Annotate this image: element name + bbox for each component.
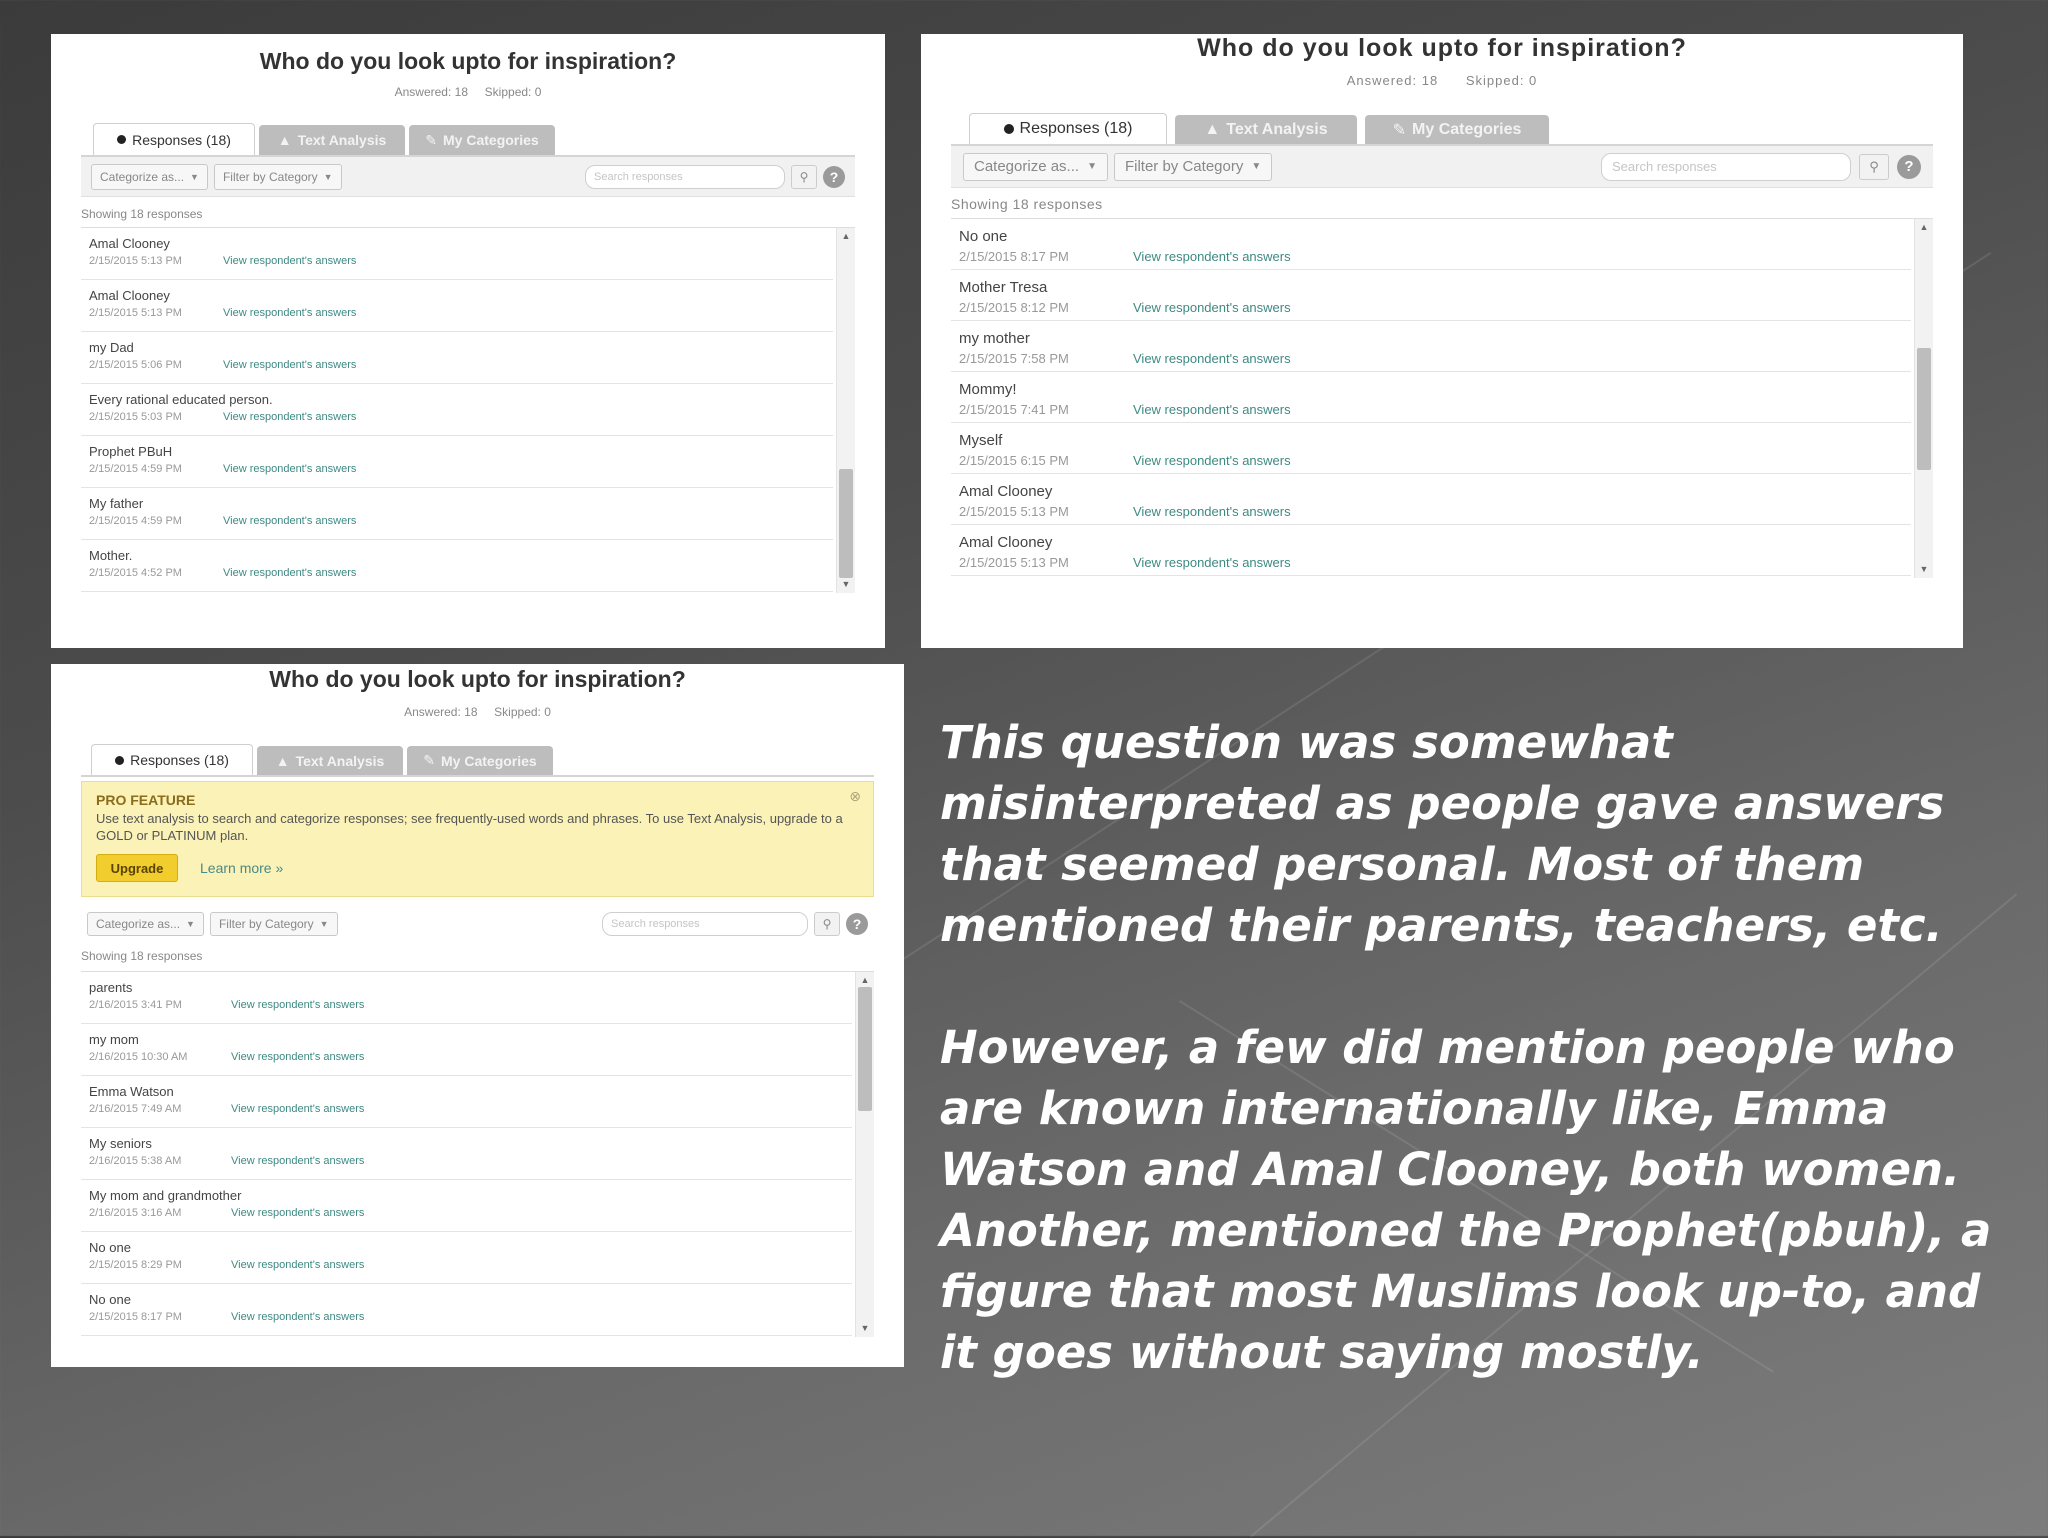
tab-bar (951, 112, 1933, 146)
question-title: Who do you look upto for inspiration? (1197, 34, 1687, 62)
skipped-count: Skipped: 0 (494, 705, 551, 719)
filter-dropdown[interactable] (210, 912, 338, 936)
response-text: my Dad (89, 340, 134, 355)
filter-label: Filter by Category (218, 917, 314, 931)
survey-panel-top-left (51, 34, 885, 648)
search-placeholder: Search responses (611, 918, 700, 930)
upgrade-button[interactable]: Upgrade (96, 854, 178, 882)
scroll-up-icon[interactable]: ▲ (841, 231, 851, 241)
filter-dropdown[interactable] (214, 164, 342, 190)
response-row (81, 332, 833, 384)
answered-count: Answered: 18 (1346, 73, 1439, 88)
response-date: 2/15/2015 8:17 PM (959, 249, 1069, 264)
response-row (81, 384, 833, 436)
view-respondent-answers-link[interactable]: View respondent's answers (223, 255, 357, 267)
response-row (81, 972, 852, 1024)
tag-icon: ✎ (423, 752, 436, 768)
chart-icon: ▲ (277, 132, 292, 148)
close-icon[interactable]: ⊗ (849, 788, 861, 804)
tab-text-analysis-label: Text Analysis (297, 132, 387, 148)
tab-text-analysis[interactable] (1175, 115, 1357, 144)
view-respondent-answers-link[interactable]: View respondent's answers (1133, 504, 1291, 519)
scroll-down-icon[interactable]: ▼ (860, 1323, 870, 1333)
view-respondent-answers-link[interactable]: View respondent's answers (1133, 453, 1291, 468)
response-meta (959, 300, 1903, 315)
search-icon: ⚲ (822, 917, 832, 931)
response-date: 2/15/2015 8:12 PM (959, 300, 1069, 315)
search-icon: ⚲ (1869, 158, 1879, 174)
chart-icon: ▲ (275, 752, 290, 769)
response-row (951, 321, 1911, 372)
response-meta (89, 411, 825, 423)
survey-panel-bottom-left (51, 664, 904, 1367)
response-row (81, 540, 833, 592)
response-rows (81, 972, 852, 1336)
help-label: ? (1904, 158, 1914, 175)
response-row (81, 228, 833, 280)
response-text: Prophet PBuH (89, 444, 173, 459)
response-text: No one (89, 1240, 131, 1255)
response-meta (89, 463, 825, 475)
view-respondent-answers-link[interactable]: View respondent's answers (1133, 555, 1291, 570)
scrollbar[interactable] (1914, 219, 1933, 578)
pro-feature-text: Use text analysis to search and categorize responses; see frequently-used words and phrases. To use Text Analysis, upgrade to a GOLD or PLATINUM plan. (96, 811, 843, 843)
skipped-count: Skipped: 0 (1465, 73, 1538, 88)
view-respondent-answers-link[interactable]: View respondent's answers (231, 1311, 365, 1323)
categorize-label: Categorize as... (96, 917, 181, 931)
response-date: 2/15/2015 8:17 PM (89, 1311, 182, 1323)
tab-text-analysis[interactable] (259, 125, 405, 155)
tab-text-analysis[interactable] (257, 746, 403, 775)
response-meta (89, 999, 844, 1011)
speech-bubble-icon (115, 756, 124, 765)
response-meta (89, 1259, 844, 1271)
response-date: 2/15/2015 7:58 PM (959, 351, 1069, 366)
tab-bar (81, 743, 874, 777)
response-date: 2/15/2015 5:13 PM (89, 307, 182, 319)
tab-my-categories[interactable] (409, 125, 555, 155)
response-text: my mother (959, 330, 1030, 347)
response-meta (959, 555, 1903, 570)
speech-bubble-icon (117, 135, 126, 144)
tab-my-categories[interactable] (1365, 115, 1549, 144)
response-meta (89, 1103, 844, 1115)
answer-stats (921, 73, 1963, 88)
search-input[interactable] (1601, 153, 1851, 181)
filter-label: Filter by Category (1124, 158, 1244, 175)
response-meta (89, 359, 825, 371)
response-row (81, 1232, 852, 1284)
response-meta (89, 1155, 844, 1167)
response-meta (89, 307, 825, 319)
search-button[interactable] (1859, 154, 1889, 180)
response-row (81, 488, 833, 540)
categorize-dropdown[interactable] (91, 164, 208, 190)
response-row (81, 280, 833, 332)
response-date: 2/15/2015 4:52 PM (89, 567, 182, 579)
chart-icon: ▲ (1204, 120, 1221, 138)
tag-icon: ✎ (425, 131, 438, 148)
view-respondent-answers-link[interactable]: View respondent's answers (223, 463, 357, 475)
view-respondent-answers-link[interactable]: View respondent's answers (231, 1259, 365, 1271)
response-list (81, 971, 874, 1337)
scrollbar[interactable] (836, 228, 855, 593)
caption-paragraph-1: This question was somewhat misinterpreted as people gave answers that seemed personal. Most of them mentioned their parents, teachers, etc. (940, 716, 1945, 952)
tab-text-analysis-label: Text Analysis (295, 752, 385, 769)
scrollbar-thumb[interactable] (858, 987, 872, 1111)
response-row (81, 1076, 852, 1128)
search-placeholder: Search responses (594, 170, 683, 183)
view-respondent-answers-link[interactable]: View respondent's answers (231, 1207, 365, 1219)
caption-paragraph-2: However, a few did mention people who are known internationally like, Emma Watson and Amal Clooney, both women. Another, mentioned the Prophet(pbuh), a figure that most Muslims look up-to, and it goes without saying mostly. (940, 1021, 1992, 1379)
question-title: Who do you look upto for inspiration? (259, 48, 677, 74)
response-row (951, 372, 1911, 423)
response-text: Amal Clooney (89, 236, 170, 251)
tab-responses-label: Responses (18) (1019, 120, 1133, 137)
showing-count: Showing 18 responses (951, 196, 1103, 212)
response-text: Mother. (89, 548, 133, 563)
response-rows (81, 228, 833, 592)
help-icon[interactable] (846, 913, 868, 935)
help-label: ? (852, 916, 862, 932)
response-meta (89, 1051, 844, 1063)
view-respondent-answers-link[interactable]: View respondent's answers (231, 1051, 365, 1063)
response-meta (89, 567, 825, 579)
chevron-down-icon: ▼ (319, 919, 329, 929)
view-respondent-answers-link[interactable]: View respondent's answers (1133, 300, 1291, 315)
response-row (81, 436, 833, 488)
search-button[interactable] (814, 912, 840, 936)
response-date: 2/15/2015 5:03 PM (89, 411, 182, 423)
response-row (81, 1284, 852, 1336)
scroll-down-icon[interactable]: ▼ (1919, 564, 1929, 574)
chevron-down-icon: ▼ (190, 171, 199, 182)
response-meta (959, 402, 1903, 417)
speech-bubble-icon (1004, 124, 1014, 134)
scroll-down-icon[interactable]: ▼ (841, 579, 851, 589)
help-icon[interactable] (823, 166, 845, 188)
answered-count: Answered: 18 (404, 705, 478, 719)
view-respondent-answers-link[interactable]: View respondent's answers (223, 359, 357, 371)
categorize-dropdown[interactable] (963, 153, 1108, 181)
response-text: Mommy! (959, 381, 1017, 398)
response-date: 2/15/2015 4:59 PM (89, 463, 182, 475)
response-text: Myself (959, 432, 1003, 449)
help-icon[interactable] (1897, 155, 1921, 179)
chevron-down-icon: ▼ (186, 919, 195, 929)
chevron-down-icon: ▼ (1251, 161, 1262, 172)
response-date: 2/16/2015 3:41 PM (89, 999, 182, 1011)
response-row (951, 423, 1911, 474)
skipped-count: Skipped: 0 (484, 85, 542, 99)
categorize-label: Categorize as... (100, 169, 185, 184)
response-text: Mother Tresa (959, 279, 1048, 296)
response-date: 2/15/2015 7:41 PM (959, 402, 1069, 417)
view-respondent-answers-link[interactable]: View respondent's answers (1133, 402, 1291, 417)
response-rows (951, 219, 1911, 576)
tab-responses-label: Responses (18) (130, 752, 229, 768)
response-row (951, 474, 1911, 525)
response-text: My mom and grandmother (89, 1188, 242, 1203)
scrollbar-thumb[interactable] (1917, 348, 1931, 470)
response-row (81, 1180, 852, 1232)
response-date: 2/16/2015 5:38 AM (89, 1155, 182, 1167)
response-date: 2/16/2015 3:16 AM (89, 1207, 182, 1219)
slide-caption (940, 712, 2020, 1383)
categorize-label: Categorize as... (974, 158, 1080, 175)
showing-count: Showing 18 responses (81, 207, 203, 221)
response-text: Amal Clooney (959, 534, 1053, 551)
showing-count: Showing 18 responses (81, 949, 203, 963)
tab-text-analysis-label: Text Analysis (1226, 120, 1328, 138)
tag-icon: ✎ (1392, 121, 1407, 139)
response-date: 2/16/2015 10:30 AM (89, 1051, 188, 1063)
response-text: My father (89, 496, 144, 511)
response-text: No one (959, 228, 1008, 245)
filter-label: Filter by Category (222, 169, 318, 184)
chevron-down-icon: ▼ (323, 171, 333, 182)
search-icon: ⚲ (799, 169, 809, 184)
response-toolbar (81, 157, 855, 197)
response-row (951, 525, 1911, 576)
scroll-up-icon[interactable]: ▲ (860, 975, 870, 985)
tab-responses[interactable] (91, 744, 253, 775)
response-date: 2/15/2015 6:15 PM (959, 453, 1069, 468)
search-placeholder: Search responses (1612, 159, 1717, 174)
response-row (951, 219, 1911, 270)
response-row (81, 1024, 852, 1076)
view-respondent-answers-link[interactable]: View respondent's answers (231, 999, 365, 1011)
tab-my-categories-label: My Categories (443, 132, 539, 148)
response-date: 2/15/2015 5:13 PM (89, 255, 182, 267)
tab-my-categories[interactable] (407, 746, 553, 775)
survey-panel-top-right (921, 34, 1963, 648)
learn-more-link[interactable]: Learn more » (200, 860, 284, 876)
categorize-dropdown[interactable] (87, 912, 204, 936)
view-respondent-answers-link[interactable]: View respondent's answers (223, 515, 357, 527)
view-respondent-answers-link[interactable]: View respondent's answers (231, 1155, 365, 1167)
question-title: Who do you look upto for inspiration? (269, 666, 686, 692)
response-meta (89, 255, 825, 267)
response-toolbar (81, 907, 874, 941)
response-meta (959, 351, 1903, 366)
tab-bar (81, 121, 855, 157)
tab-responses[interactable] (969, 113, 1167, 144)
view-respondent-answers-link[interactable]: View respondent's answers (223, 411, 357, 423)
filter-dropdown[interactable] (1114, 153, 1272, 181)
response-meta (959, 453, 1903, 468)
search-input[interactable] (585, 165, 785, 189)
help-label: ? (829, 168, 839, 185)
response-text: parents (89, 980, 133, 995)
response-text: My seniors (89, 1136, 152, 1151)
response-text: Emma Watson (89, 1084, 174, 1099)
scroll-up-icon[interactable]: ▲ (1919, 222, 1929, 232)
response-meta (959, 249, 1903, 264)
pro-feature-banner (81, 781, 874, 897)
tab-my-categories-label: My Categories (441, 752, 537, 769)
response-date: 2/16/2015 7:49 AM (89, 1103, 182, 1115)
response-date: 2/15/2015 4:59 PM (89, 515, 182, 527)
response-text: Every rational educated person. (89, 392, 273, 407)
view-respondent-answers-link[interactable]: View respondent's answers (231, 1103, 365, 1115)
pro-feature-title: PRO FEATURE (96, 792, 196, 808)
answered-count: Answered: 18 (394, 85, 468, 99)
answer-stats (51, 85, 885, 99)
response-meta (89, 515, 825, 527)
response-list (951, 218, 1933, 578)
view-respondent-answers-link[interactable]: View respondent's answers (223, 567, 357, 579)
view-respondent-answers-link[interactable]: View respondent's answers (223, 307, 357, 319)
response-text: Amal Clooney (89, 288, 170, 303)
response-text: Amal Clooney (959, 483, 1053, 500)
response-meta (959, 504, 1903, 519)
chevron-down-icon: ▼ (1087, 161, 1097, 172)
answer-stats (51, 705, 904, 719)
tab-responses-label: Responses (18) (132, 131, 231, 148)
response-list (81, 227, 855, 593)
response-row (81, 1128, 852, 1180)
response-row (951, 270, 1911, 321)
tab-responses[interactable] (93, 123, 255, 155)
response-text: my mom (89, 1032, 139, 1047)
search-input[interactable] (602, 912, 808, 936)
response-meta (89, 1311, 844, 1323)
search-button[interactable] (791, 165, 817, 189)
tab-my-categories-label: My Categories (1412, 120, 1522, 138)
response-toolbar (951, 146, 1933, 188)
response-date: 2/15/2015 5:13 PM (959, 555, 1069, 570)
view-respondent-answers-link[interactable]: View respondent's answers (1133, 351, 1291, 366)
scrollbar[interactable] (855, 972, 874, 1337)
scrollbar-thumb[interactable] (839, 469, 853, 579)
view-respondent-answers-link[interactable]: View respondent's answers (1133, 249, 1291, 264)
response-date: 2/15/2015 5:06 PM (89, 359, 182, 371)
response-date: 2/15/2015 5:13 PM (959, 504, 1069, 519)
response-meta (89, 1207, 844, 1219)
response-text: No one (89, 1292, 131, 1307)
response-date: 2/15/2015 8:29 PM (89, 1259, 182, 1271)
